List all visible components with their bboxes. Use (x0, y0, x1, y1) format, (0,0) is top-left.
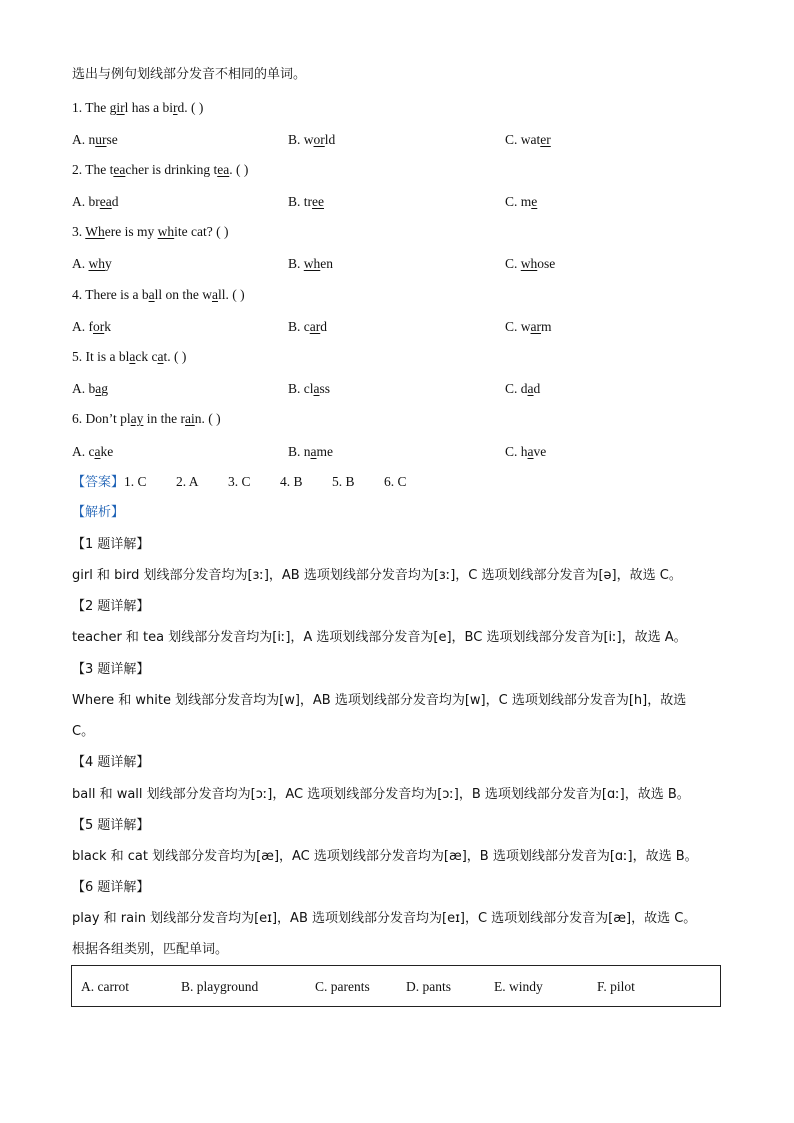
underlined-segment: ea (217, 162, 230, 177)
underlined-segment: r (173, 100, 178, 115)
detail-5-text: black 和 cat 划线部分发音均为[æ]，AC 选项划线部分发音均为[æ]，B 选项划线部分发音为[ɑː]，故选 B。 (72, 849, 698, 864)
detail-6-text: play 和 rain 划线部分发音均为[eɪ]，AB 选项划线部分发音均为[eɪ]，C 选项划线部分发音为[æ]，故选 C。 (72, 911, 697, 926)
underlined-segment: a (211, 287, 218, 302)
instruction-match-words: 根据各组类别，匹配单词。 (72, 942, 229, 957)
question-5-option-a: A. bag (72, 381, 108, 396)
answer-line (72, 473, 436, 492)
answer-item: 1. C (124, 474, 147, 489)
question-6-option-c: C. have (505, 444, 547, 459)
question-4-option-a: A. fork (72, 319, 111, 334)
question-3-option-a: A. why (72, 256, 112, 271)
underlined-segment: a (313, 381, 320, 396)
underlined-segment: Wh (85, 224, 105, 239)
underlined-segment: wh (88, 256, 105, 271)
word-bank-item: E. windy (494, 979, 543, 994)
question-5-option-c: C. dad (505, 381, 541, 396)
underlined-segment: a (129, 349, 136, 364)
answer-item: 3. C (228, 474, 251, 489)
word-bank-item: A. carrot (81, 979, 129, 994)
underlined-segment: e (531, 194, 538, 209)
detail-3-label: 【3 题详解】 (72, 662, 150, 677)
question-3-option-c: C. whose (505, 256, 556, 271)
underlined-segment: or (313, 132, 325, 147)
detail-1-label: 【1 题详解】 (72, 537, 150, 552)
detail-4-text: ball 和 wall 划线部分发音均为[ɔː]，AC 选项划线部分发音均为[ɔː]，B 选项划线部分发音为[ɑː]，故选 B。 (72, 787, 690, 802)
underlined-segment: ai (185, 411, 195, 426)
underlined-segment: a (310, 444, 317, 459)
underlined-segment: ar (309, 319, 321, 334)
question-5-option-b: B. class (288, 381, 331, 396)
underlined-segment: a (157, 349, 164, 364)
detail-1-text: girl 和 bird 划线部分发音均为[ɜː]，AB 选项划线部分发音均为[ɜː]，C 选项划线部分发音为[ə]，故选 C。 (72, 568, 682, 583)
underlined-segment: ay (130, 411, 144, 426)
underlined-segment: ee (312, 194, 324, 209)
underlined-segment: a (148, 287, 155, 302)
underlined-segment: er (540, 132, 551, 147)
underlined-segment: a (94, 444, 101, 459)
underlined-segment: ur (95, 132, 107, 147)
underlined-segment: gir (109, 100, 125, 115)
question-1-option-c: C. water (505, 132, 551, 147)
word-bank-item: C. parents (315, 979, 370, 994)
answer-label: 【答案】 (72, 475, 125, 490)
detail-3-text-cont: C。 (72, 724, 95, 739)
word-bank-item: D. pants (406, 979, 451, 994)
underlined-segment: a (527, 381, 534, 396)
detail-2-label: 【2 题详解】 (72, 599, 150, 614)
answer-item: 4. B (280, 474, 303, 489)
question-1-option-b: B. world (288, 132, 336, 147)
detail-2-text: teacher 和 tea 划线部分发音均为[iː]，A 选项划线部分发音为[e]，BC 选项划线部分发音为[iː]，故选 A。 (72, 630, 687, 645)
detail-5-label: 【5 题详解】 (72, 818, 150, 833)
word-bank-item: B. playground (181, 979, 259, 994)
question-4-option-b: B. card (288, 319, 327, 334)
question-4-stem: 4. There is a ball on the wall. ( ) (72, 287, 245, 302)
underlined-segment: a (95, 381, 102, 396)
question-2-option-c: C. me (505, 194, 538, 209)
answer-item: 5. B (332, 474, 355, 489)
question-2-stem: 2. The teacher is drinking tea. ( ) (72, 162, 249, 177)
word-bank-box (71, 965, 721, 1007)
underlined-segment: wh (157, 224, 175, 239)
question-3-stem: 3. Where is my white cat? ( ) (72, 224, 229, 239)
instruction-select-different: 选出与例句划线部分发音不相同的单词。 (72, 67, 307, 82)
underlined-segment: wh (303, 256, 321, 271)
detail-4-label: 【4 题详解】 (72, 755, 150, 770)
detail-3-text: Where 和 white 划线部分发音均为[w]，AB 选项划线部分发音均为[w]，C 选项划线部分发音为[h]，故选 (72, 693, 687, 708)
question-3-option-b: B. when (288, 256, 334, 271)
question-1-option-a: A. nurse (72, 132, 118, 147)
underlined-segment: or (93, 319, 105, 334)
question-6-option-b: B. name (288, 444, 334, 459)
detail-6-label: 【6 题详解】 (72, 880, 150, 895)
question-6-stem: 6. Don’t play in the rain. ( ) (72, 411, 221, 426)
question-6-option-a: A. cake (72, 444, 114, 459)
answer-item: 2. A (176, 474, 199, 489)
question-5-stem: 5. It is a black cat. ( ) (72, 349, 187, 364)
answer-item: 6. C (384, 474, 407, 489)
underlined-segment: ea (113, 162, 126, 177)
question-2-option-a: A. bread (72, 194, 119, 209)
word-bank-item: F. pilot (597, 979, 635, 994)
underlined-segment: ar (530, 319, 542, 334)
underlined-segment: ea (99, 194, 112, 209)
underlined-segment: a (527, 444, 534, 459)
question-2-option-b: B. tree (288, 194, 324, 209)
question-4-option-c: C. warm (505, 319, 552, 334)
underlined-segment: wh (520, 256, 538, 271)
question-1-stem: 1. The girl has a bird. ( ) (72, 100, 204, 115)
analysis-label: 【解析】 (72, 505, 125, 520)
